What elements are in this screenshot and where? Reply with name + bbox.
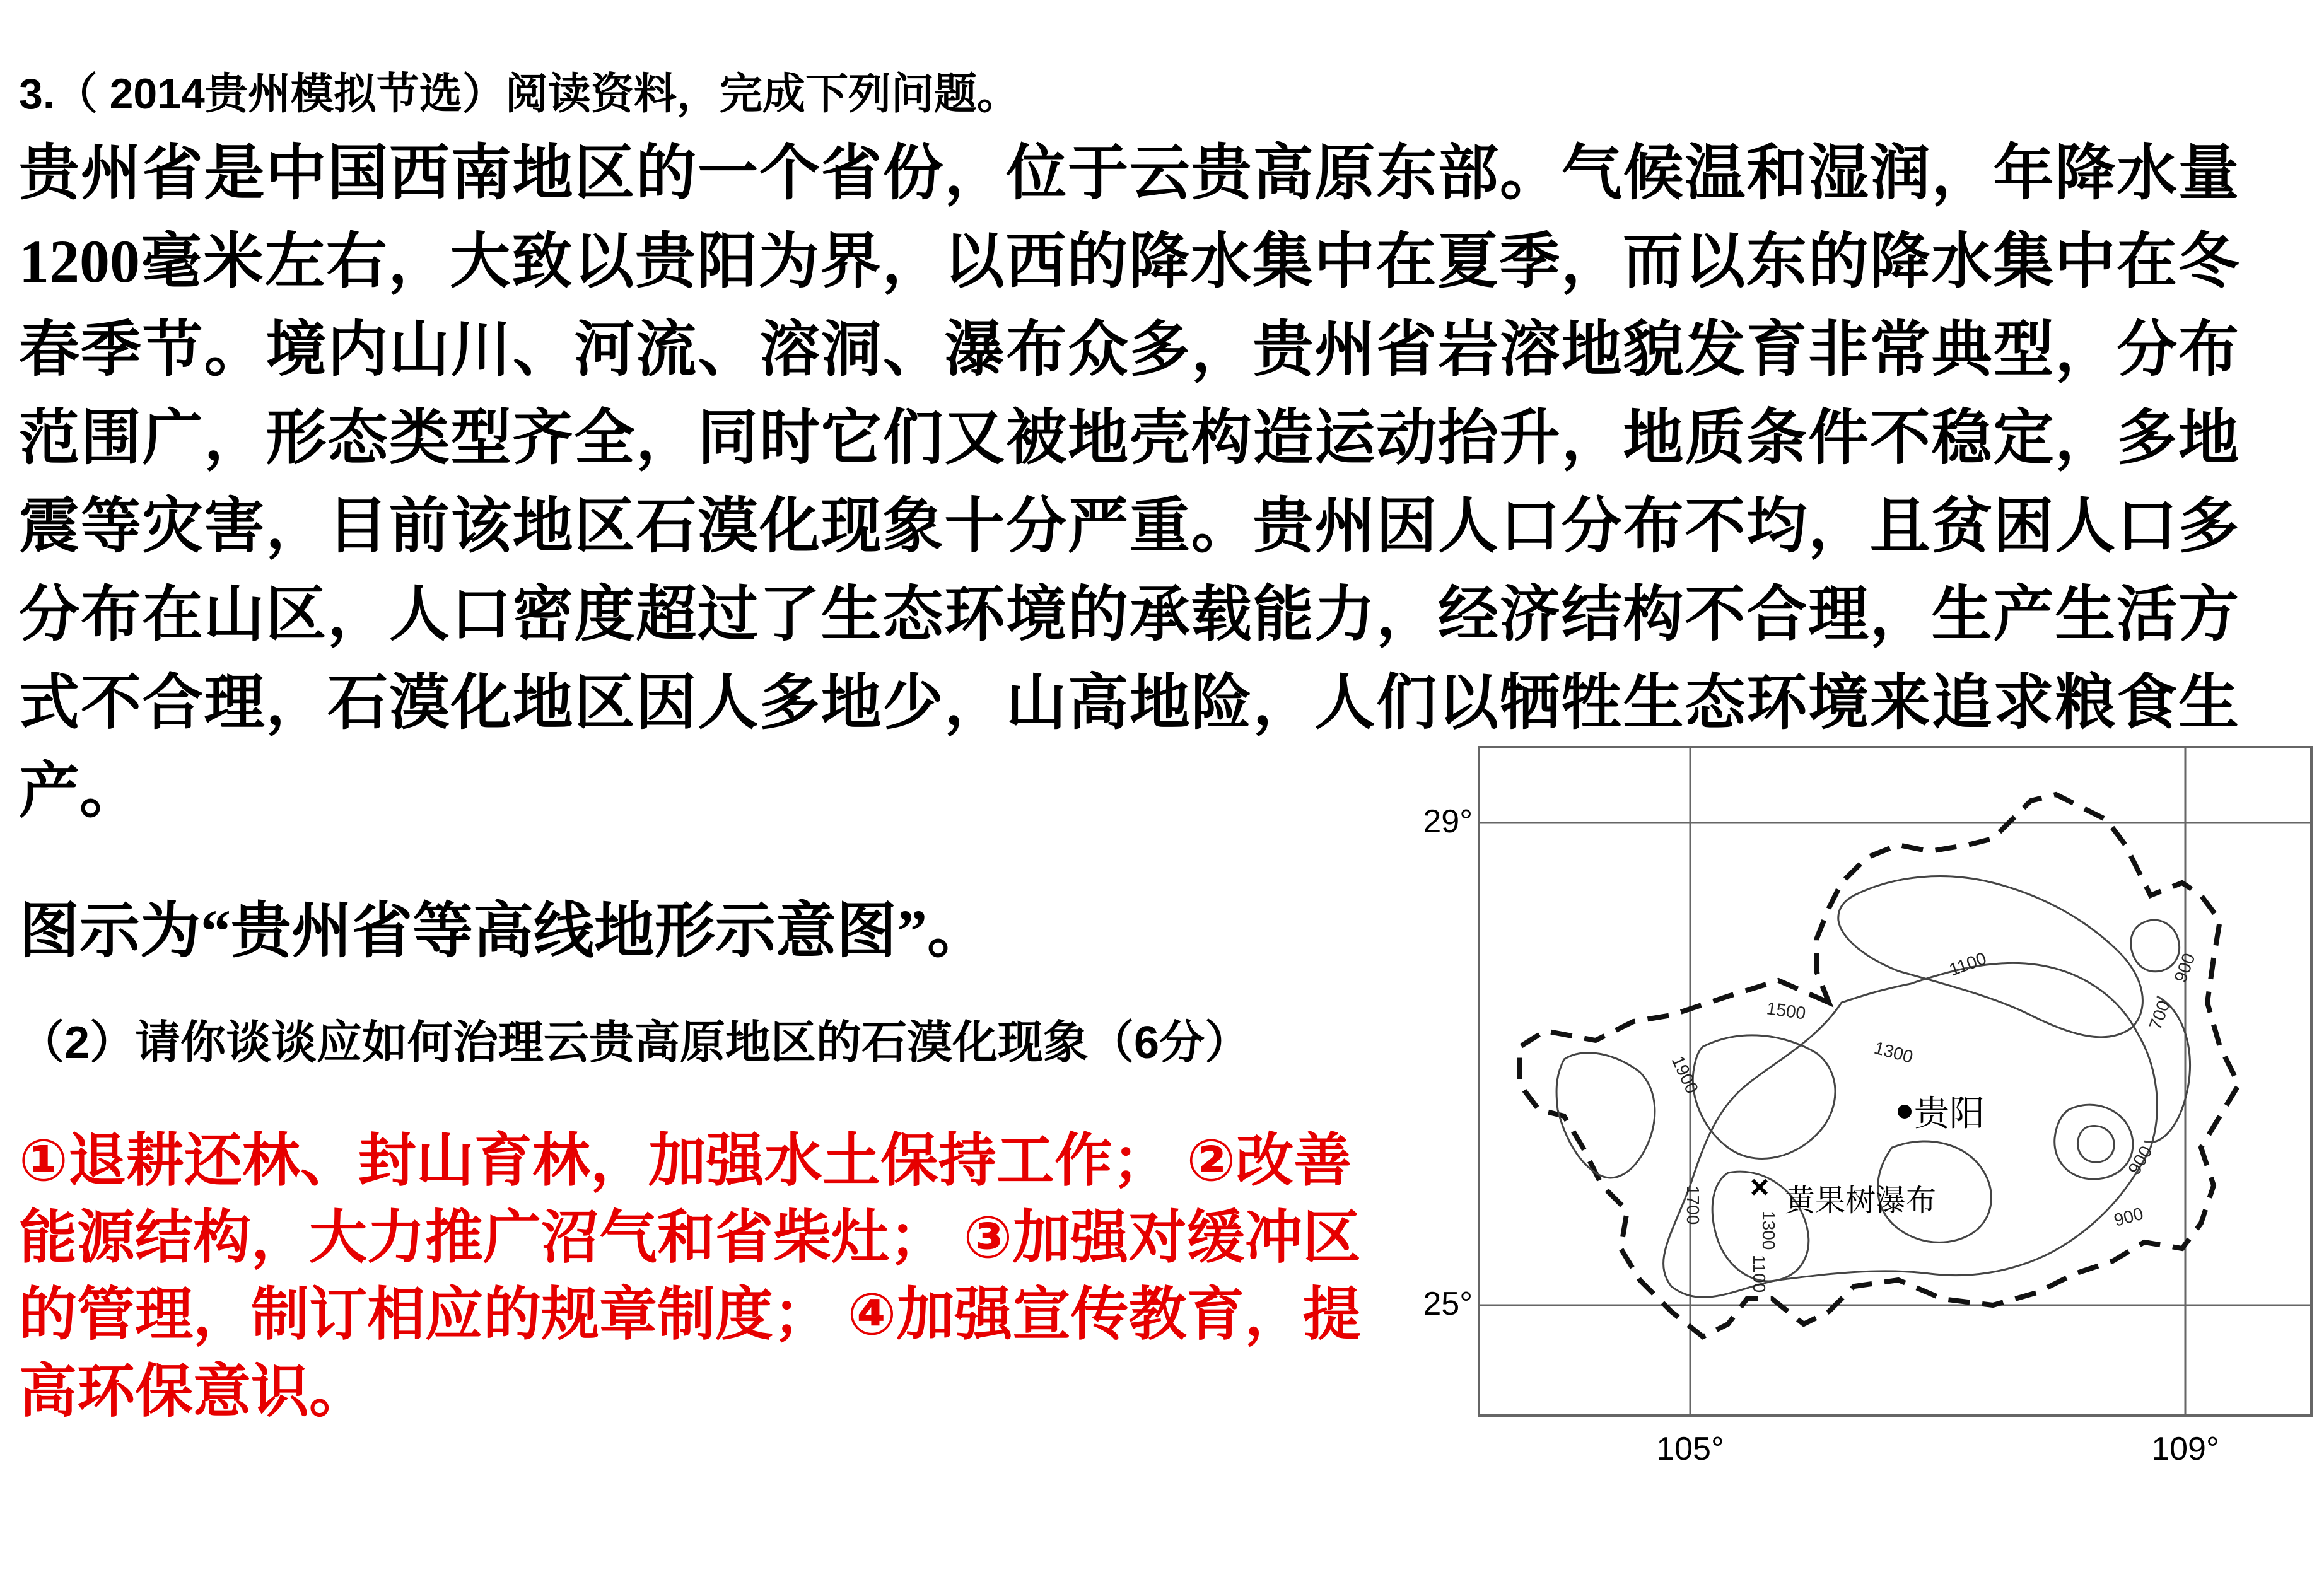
contour-label: 900 — [2111, 1203, 2146, 1230]
contour-label: 1100 — [1946, 948, 1989, 980]
city-label: 贵阳 — [1914, 1093, 1985, 1133]
contour-label: 1300 — [1759, 1211, 1778, 1250]
lat-label-29: 29° — [1423, 803, 1473, 840]
lon-label-105: 105° — [1656, 1431, 1724, 1467]
contour-line-north-ring — [2131, 920, 2180, 972]
contour-line-east-ring — [2055, 1105, 2133, 1179]
contour-label: 1700 — [1683, 1185, 1703, 1225]
lon-label-109: 109° — [2151, 1431, 2219, 1467]
contour-label: 1100 — [1749, 1255, 1769, 1293]
answer-text: ①退耕还林、封山育林，加强水土保持工作； ②改善能源结构，大力推广沼气和省柴灶； ③加强对缓冲区的管理，制订相应的规章制度； ④加强宣传教育，提高环保意识。 — [19, 1129, 1361, 1424]
contour-label: 1300 — [1872, 1037, 1915, 1067]
contour-lines — [1556, 876, 2190, 1298]
contour-label: 900 — [2170, 950, 2199, 986]
contour-label: 1500 — [1765, 998, 1807, 1023]
contour-line-north — [1838, 876, 2143, 1037]
waterfall-label: 黄果树瀑布 — [1785, 1184, 1937, 1218]
map-frame — [1479, 747, 2311, 1416]
contour-label: 1900 — [1667, 1052, 1702, 1097]
lat-label-25: 25° — [1423, 1286, 1473, 1322]
contour-label: 700 — [2145, 998, 2174, 1033]
figure-intro: 图示为“贵州省等高线地形示意图”。 — [19, 897, 988, 965]
province-boundary — [1520, 794, 2239, 1337]
sub-question: （2）请你谈谈应如何治理云贵高原地区的石漠化现象（6分） — [19, 1018, 1251, 1068]
contour-line-plateau — [1693, 1035, 1835, 1159]
guizhou-contour-map — [1375, 731, 2321, 1488]
contour-label: 900 — [2124, 1143, 2156, 1178]
waterfall-marker: × — [1749, 1169, 1770, 1206]
contour-line-west — [1556, 1053, 1655, 1178]
reading-passage: 贵州省是中国西南地区的一个省份，位于云贵高原东部。气候温和湿润，年降水量1200毫米左右，大致以贵阳为界，以西的降水集中在夏季，而以东的降水集中在冬春季节。境内山川、河流、溶洞、瀑布众多，贵州省岩溶地貌发育非常典型，分布范围广，形态类型齐全，同时它们又被地壳构造运动抬升，地质条件不稳定，多地震等灾害，目前该地区石漠化现象十分严重。贵州因人口分布不均，且贫困人口多分布在山区，人口密度超过了生态环境的承载能力，经济结构不合理，生产生活方式不合理，石漠化地区因人多地少，山高地险，人们以牺牲生态环境来追求粮食生产。 — [19, 139, 2239, 825]
contour-line-east-inner — [2077, 1126, 2114, 1162]
question-title: 3.（ 2014贵州模拟节选）阅读资料，完成下列问题。 — [19, 70, 1020, 118]
city-marker — [1898, 1105, 1912, 1119]
